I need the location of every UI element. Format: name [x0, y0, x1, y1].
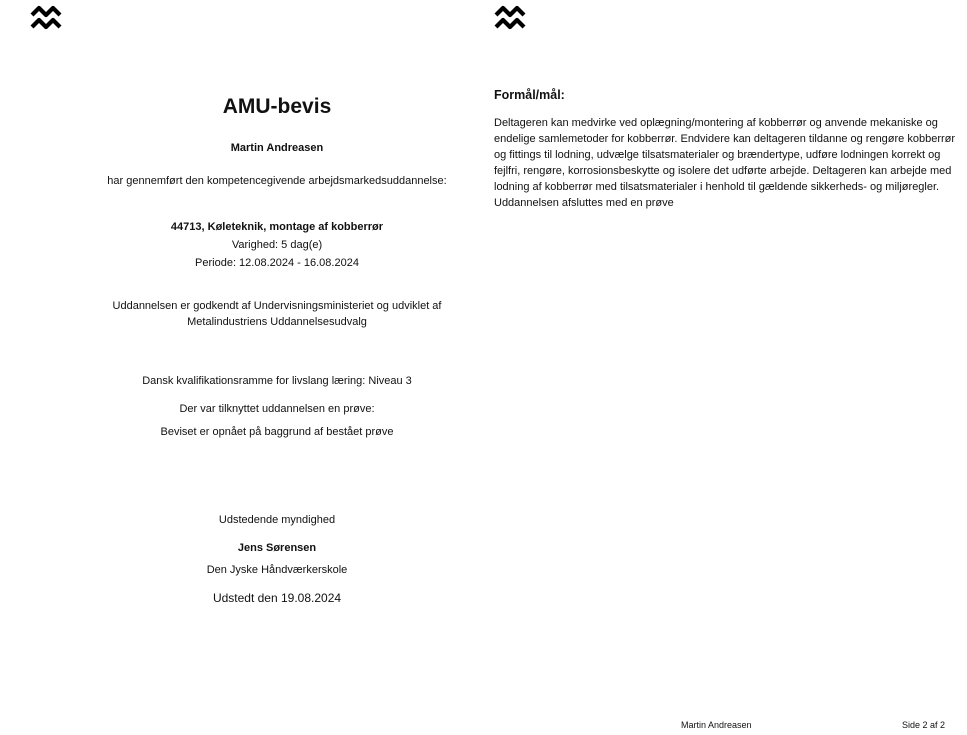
- course-duration: Varighed: 5 dag(e): [231, 239, 323, 251]
- footer-page-number: Side 2 af 2: [902, 720, 946, 730]
- qualification-level: Dansk kvalifikationsramme for livslang læring: Niveau 3: [142, 375, 412, 387]
- certificate-page: [0, 0, 480, 735]
- objectives-text: Deltageren kan medvirke ved oplægning/montering af kobberrør og anvende mekaniske og endelige samlemetoder for kobberrør. Endvidere kan deltageren tildanne og rengøre kobberrør og fittings til lodning, udvælge tilsatsmaterialer og brændertype, udføre lodningen korrekt og fejlfri, rengøre, korrosionsbeskytte og isolere det udførte arbejde. Deltageren kan arbejde med lodning af kobberrør med tilsatsmaterialer i henhold til gældende sikkerheds- og miljøregler. Uddannelsen afsluttes med en prøve: [494, 117, 956, 209]
- exam-result: Beviset er opnået på baggrund af bestået prøve: [160, 426, 394, 438]
- school-name: Den Jyske Håndværkerskole: [206, 564, 348, 576]
- footer-name: Martin Andreasen: [681, 720, 752, 730]
- wave-logo-icon: [494, 5, 526, 31]
- approval-line-2: Metalindustriens Uddannelsesudvalg: [187, 316, 367, 328]
- signer-name: Jens Sørensen: [237, 542, 317, 554]
- course-period: Periode: 12.08.2024 - 16.08.2024: [195, 257, 359, 269]
- participant-name: Martin Andreasen: [230, 142, 324, 154]
- approval-line-1: Uddannelsen er godkendt af Undervisningsministeriet og udviklet af: [112, 300, 442, 312]
- objectives-heading: Formål/mål:: [494, 88, 565, 102]
- completed-text: har gennemført den kompetencegivende arbejdsmarkedsuddannelse:: [107, 175, 447, 187]
- course-name: 44713, Køleteknik, montage af kobberrør: [170, 221, 384, 233]
- exam-line: Der var tilknyttet uddannelsen en prøve:: [179, 403, 375, 415]
- issuing-authority-label: Udstedende myndighed: [218, 514, 336, 526]
- objectives-page: [484, 0, 967, 735]
- certificate-title: AMU-bevis: [222, 95, 332, 118]
- wave-logo-icon: [30, 5, 62, 31]
- issue-date: Udstedt den 19.08.2024: [212, 591, 342, 605]
